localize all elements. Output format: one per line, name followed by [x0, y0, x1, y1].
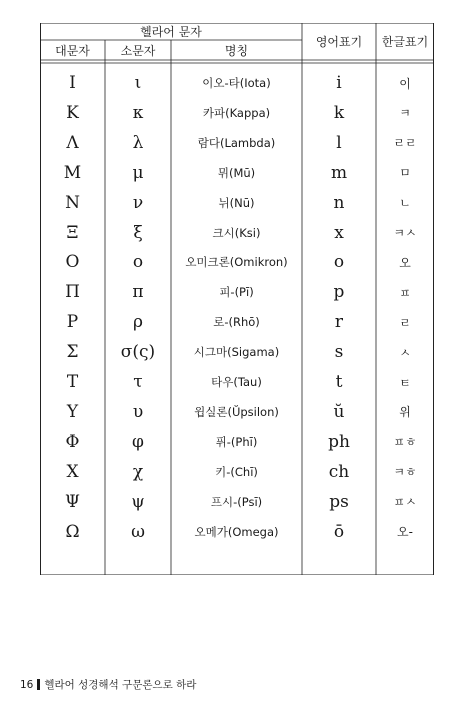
- letter-name: 람다(Lambda): [197, 135, 276, 150]
- korean-transliteration: 오-: [397, 525, 413, 539]
- book-title: 헬라어 성경해석 구문론으로 하라: [44, 679, 197, 691]
- english-transliteration: ō: [333, 521, 345, 542]
- letter-name: 오메가(Omega): [194, 524, 279, 539]
- korean-transliteration: ㅅ: [399, 345, 411, 360]
- header-lowercase: 소문자: [120, 43, 156, 58]
- footer-separator-bar: [37, 679, 40, 690]
- english-transliteration: k: [333, 102, 345, 123]
- page-footer: [20, 677, 196, 692]
- english-transliteration: ŭ: [333, 401, 345, 422]
- korean-transliteration: ㅌ: [399, 375, 411, 390]
- header-name: 명칭: [224, 43, 249, 58]
- header-korean: 한글표기: [381, 35, 429, 49]
- korean-transliteration: ㅋ: [399, 106, 411, 121]
- letter-name: 카파(Kappa): [202, 105, 271, 120]
- letter-name: 크시(Ksi): [212, 225, 261, 240]
- uppercase-letter: Ω: [65, 521, 80, 542]
- uppercase-letter: Π: [65, 282, 80, 303]
- letter-name: 퓌-(Phī): [215, 434, 258, 449]
- lowercase-letter: τ: [133, 372, 143, 392]
- uppercase-letter: Ξ: [66, 222, 79, 243]
- korean-transliteration: 오: [399, 255, 411, 270]
- english-transliteration: m: [330, 162, 348, 183]
- lowercase-letter: φ: [132, 431, 144, 452]
- english-transliteration: p: [333, 282, 345, 303]
- korean-transliteration: ㄹ: [399, 315, 411, 330]
- korean-transliteration: ㅍㅅ: [393, 495, 417, 510]
- uppercase-letter: Σ: [66, 342, 79, 363]
- uppercase-letter: Ρ: [66, 312, 79, 333]
- korean-transliteration: 위: [399, 405, 411, 420]
- uppercase-letter: Λ: [66, 132, 79, 153]
- lowercase-letter: ρ: [133, 312, 143, 333]
- uppercase-letter: Υ: [66, 401, 79, 422]
- korean-transliteration: ㅋㅅ: [393, 226, 417, 240]
- english-transliteration: o: [333, 252, 345, 273]
- korean-transliteration: ㄴ: [399, 196, 411, 211]
- lowercase-letter: μ: [132, 162, 144, 183]
- lowercase-letter: υ: [132, 401, 144, 422]
- letter-name: 피-(Pī): [219, 285, 254, 300]
- lowercase-letter: ο: [132, 252, 144, 273]
- uppercase-letter: Τ: [66, 372, 79, 392]
- letter-name: 타우(Tau): [211, 375, 262, 389]
- korean-transliteration: ㄹㄹ: [393, 136, 417, 151]
- header-english: 영어표기: [315, 35, 363, 49]
- uppercase-letter: Μ: [63, 162, 82, 183]
- uppercase-letter: Ο: [65, 252, 80, 273]
- header-group-label: 헬라어 문자: [140, 25, 202, 39]
- lowercase-letter: σ(ς): [120, 342, 156, 363]
- lowercase-letter: π: [132, 282, 144, 303]
- uppercase-letter: Ν: [65, 192, 80, 213]
- letter-name: 로-(Rhō): [213, 315, 260, 330]
- lowercase-letter: λ: [132, 132, 144, 153]
- page-number: 16: [20, 678, 34, 691]
- english-transliteration: ph: [328, 431, 350, 452]
- lowercase-letter: χ: [132, 461, 144, 482]
- letter-name: 뉘(Nū): [218, 195, 255, 210]
- header-uppercase: 대문자: [55, 43, 90, 58]
- letter-name: 키-(Chī): [215, 464, 258, 479]
- uppercase-letter: Χ: [66, 461, 79, 482]
- korean-transliteration: ㅍ: [399, 285, 411, 300]
- korean-transliteration: ㅁ: [399, 166, 411, 181]
- lowercase-letter: ω: [131, 521, 145, 542]
- english-transliteration: x: [334, 222, 344, 243]
- korean-transliteration: ㅍㅎ: [393, 435, 417, 450]
- letter-name: 윕실론(Ŭpsilon): [194, 404, 279, 419]
- uppercase-letter: Κ: [66, 102, 79, 123]
- letter-name: 이오-타(Iota): [202, 76, 271, 90]
- uppercase-letter: Φ: [65, 431, 80, 452]
- english-transliteration: ps: [329, 491, 349, 512]
- english-transliteration: l: [336, 132, 342, 153]
- english-transliteration: r: [334, 312, 344, 333]
- lowercase-letter: ν: [132, 192, 144, 213]
- uppercase-letter: Ψ: [65, 491, 80, 512]
- english-transliteration: t: [335, 372, 343, 392]
- korean-transliteration: 이: [399, 76, 411, 91]
- korean-transliteration: ㅋㅎ: [393, 465, 417, 480]
- lowercase-letter: ψ: [131, 491, 145, 512]
- uppercase-letter: Ι: [69, 73, 76, 93]
- english-transliteration: n: [333, 192, 345, 213]
- lowercase-letter: ι: [134, 73, 142, 93]
- letter-name: 뮈(Mū): [217, 165, 256, 180]
- english-transliteration: s: [334, 342, 344, 363]
- letter-name: 시그마(Sigama): [193, 345, 280, 360]
- english-transliteration: i: [336, 73, 342, 93]
- greek-alphabet-table: [40, 23, 434, 575]
- letter-name: 프시-(Psī): [210, 494, 263, 509]
- letter-name: 오미크론(Omikron): [185, 255, 288, 270]
- lowercase-letter: ξ: [133, 222, 143, 243]
- lowercase-letter: κ: [132, 102, 144, 123]
- english-transliteration: ch: [328, 461, 350, 482]
